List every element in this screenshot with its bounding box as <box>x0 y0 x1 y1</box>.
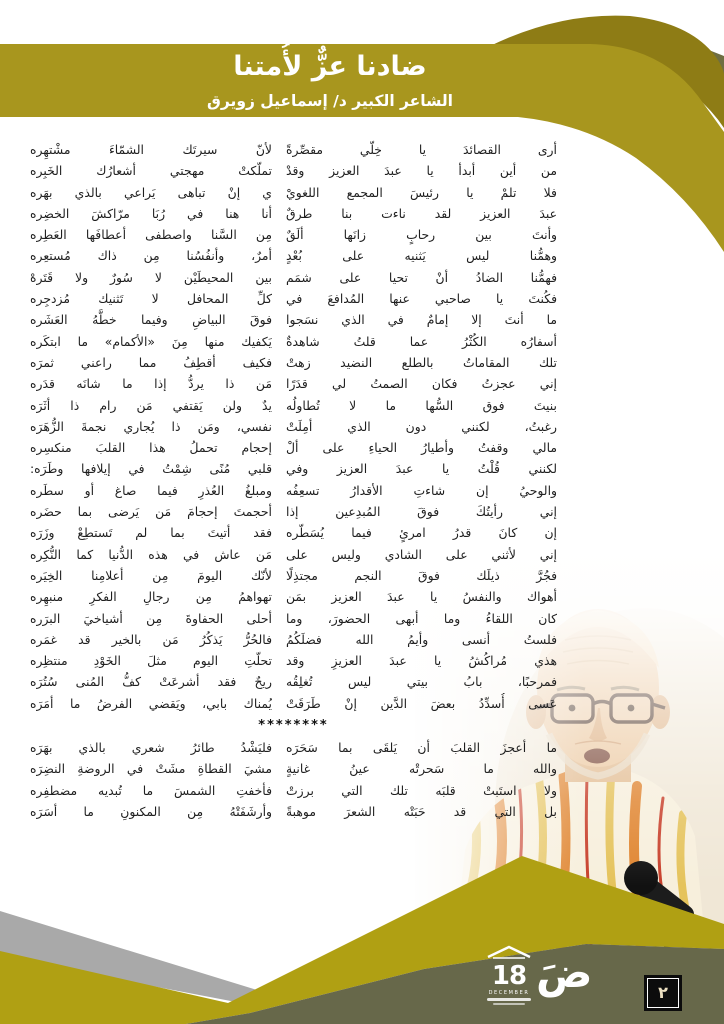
arabic-language-day-logo <box>481 944 537 1005</box>
verse-second-hemistich: فليَشْدُ طائرُ شعري بالذي بهَرَه <box>30 740 272 756</box>
verse-row <box>30 267 557 288</box>
verse-row <box>30 416 557 437</box>
verse-second-hemistich: فقد أتيتَ بما لم تَستطِعْ وزَرَه <box>30 525 272 541</box>
verse-row <box>30 629 557 650</box>
verse-row <box>30 160 557 181</box>
verse-row <box>30 203 557 224</box>
poet-byline: الشاعر الكبير د/ إسماعيل زويرق <box>207 92 453 110</box>
dad-letter-logo: ضَ <box>536 948 593 997</box>
poem-part-2 <box>30 737 557 822</box>
verse-row <box>30 395 557 416</box>
verse-first-hemistich: فكُنتَ يا صاحبي عنها المُدافعَ في <box>286 291 557 307</box>
verse-second-hemistich: قلبي مُنًى شِمْتُ في إيلافها وطَرَه: <box>30 461 272 477</box>
page-number: ٢ <box>658 983 668 1002</box>
verse-second-hemistich: إحجام تحملُ هذا القلبَ منكسِره <box>30 440 272 456</box>
verse-row <box>30 737 557 758</box>
verse-second-hemistich: فأخفتِ الشمسَ ما تُبديه مضطفِره <box>30 782 272 798</box>
verse-row <box>30 758 557 779</box>
verse-first-hemistich: هذي مُراكُشُ يا عبدَ العزيزِ وقد <box>286 653 557 669</box>
verse-first-hemistich: عبدَ العزيز لقد ناءت بنا طرقٌ <box>286 205 557 221</box>
stanza-separator: ******** <box>258 718 329 734</box>
verse-row <box>30 608 557 629</box>
verse-first-hemistich: والوحيُ إن شاءتِ الأقدارُ تسعِفُه <box>286 482 557 498</box>
verse-second-hemistich: يدٌ ولن يَقتفي مَن رام ذا أثَرَه <box>30 397 272 413</box>
verse-first-hemistich: إن كانَ قدرُ امرئٍ فيما يُسَطّره <box>286 525 557 541</box>
verse-row <box>30 309 557 330</box>
verse-second-hemistich: فوقَ البياضِ وفيما خطَّهُ العَشَره <box>30 312 272 328</box>
verse-second-hemistich: أحجمتَ إحجامَ مَن يَرضى بما حضَره <box>30 504 272 520</box>
verse-row <box>30 139 557 160</box>
verse-first-hemistich: وأنتَ بين رحابٍ زانَها ألَقٌ <box>286 227 557 243</box>
verse-row <box>30 373 557 394</box>
verse-second-hemistich: مِن السَّنا واصطفى أعطافَها العَطِره <box>30 227 272 243</box>
verse-row <box>30 501 557 522</box>
verse-first-hemistich: فلستُ أنسى وأيمُ الله فضلَكُمُ <box>286 631 557 647</box>
verse-second-hemistich: بين المحيطَيْن لا سُورٌ ولا قَتَرهْ <box>30 269 272 285</box>
verse-first-hemistich: فجُرَّ ذيلَك فوقَ النجم مجتذِلًا <box>286 567 557 583</box>
verse-first-hemistich: رغبتُ، لكنني دون الذي أمِلَتْ <box>286 418 557 434</box>
poem-body <box>30 139 557 822</box>
verse-first-hemistich: ولا استَبتْ قلبَه تلك التي برزتْ <box>286 782 557 798</box>
page-title: ضادنا عزٌّ لأُمتنا <box>233 51 427 82</box>
verse-first-hemistich: أهواك والنفسُ يا عبدَ العزيز بمَن <box>286 589 557 605</box>
verse-second-hemistich: تملّكتْ مهجتي أشعارُك الخَبِره <box>30 163 272 179</box>
verse-first-hemistich: وهمُّنا ليس يَثنيه على بُعْدٍ <box>286 248 557 264</box>
logo-month-label: DECEMBER <box>488 990 530 996</box>
page-number-box <box>644 975 682 1011</box>
verse-first-hemistich: بنيتَ فوق السُّها ما لا تُطاولُه <box>286 397 557 413</box>
verse-second-hemistich: أحلى الحفاوةَ مِن أشياخيَ البرَره <box>30 610 272 626</box>
verse-second-hemistich: أمرٌ، وأنفُسُنا مِن ذاك مُستعِره <box>30 248 272 264</box>
verse-row <box>30 565 557 586</box>
verse-second-hemistich: مَن ذا يردُّ إذا ما شانَه قدَره <box>30 376 272 392</box>
verse-row <box>30 801 557 822</box>
institute-roof-icon <box>485 944 533 959</box>
verse-first-hemistich: مالي وقفتُ وأطيارُ الحياءِ على ألْ <box>286 440 557 456</box>
verse-first-hemistich: لكنني قُلْتُ يا عبدَ العزيز وفي <box>286 461 557 477</box>
header-banner <box>0 50 660 113</box>
verse-row <box>30 458 557 479</box>
verse-first-hemistich: تلك المقاماتُ بالطلع النضيد زهتْ <box>286 354 557 370</box>
verse-first-hemistich: من أين أبدأ يا عبدَ العزيز وقدْ <box>286 163 557 179</box>
verse-row <box>30 671 557 692</box>
verse-second-hemistich: لأنّ سيرتَك الشمّاءَ مشْتهِره <box>30 142 272 157</box>
verse-second-hemistich: نفسي، ومَن ذا يُجاري نجمةَ الزُّهَرَه <box>30 418 272 434</box>
verse-second-hemistich: يُمناك بابي، ويَقضي الفرضُ ما أمَرَه <box>30 695 272 711</box>
verse-row <box>30 480 557 501</box>
verse-row <box>30 352 557 373</box>
verse-first-hemistich: ما أعجزَ القلبَ أن يَلقَى بما سَحَرَه <box>286 740 557 756</box>
poem-part-1 <box>30 139 557 714</box>
verse-row <box>30 693 557 714</box>
verse-row <box>30 182 557 203</box>
verse-first-hemistich: أسفارُه الكُثْرُ عما قلتُ شاهدةٌ <box>286 333 557 349</box>
verse-row <box>30 780 557 801</box>
verse-first-hemistich: أرى القصائدَ يا خِلّي مقصِّرةً <box>286 142 557 157</box>
verse-second-hemistich: تحلّتِ اليوم مثلَ الخَوْدِ منتظِره <box>30 653 272 669</box>
verse-row <box>30 224 557 245</box>
verse-row <box>30 288 557 309</box>
verse-second-hemistich: كلِّ المحافل لا تَثنيك مُزدجِره <box>30 291 272 307</box>
logo-day-number: 18 <box>491 961 527 991</box>
verse-first-hemistich: إني عجزتُ فكان الصمتُ لي قدَرًا <box>286 376 557 392</box>
verse-second-hemistich: ي إنْ تباهى يَراعي بالذي بهَره <box>30 184 272 200</box>
verse-second-hemistich: مشيَ القطاةِ مشَتْ في الروضةِ النضِرَه <box>30 761 272 777</box>
verse-first-hemistich: ما أنتَ إلا إمامٌ في الذي نسَجوا <box>286 312 557 328</box>
verse-row <box>30 650 557 671</box>
verse-second-hemistich: ومبلغُ العُذرِ فيما صاغ أو سطَره <box>30 482 272 498</box>
verse-second-hemistich: فكيف أقطِفُ مما راعني ثمرَه <box>30 354 272 370</box>
verse-second-hemistich: لأنّك اليومَ مِن أعلامِنا الخِيَره <box>30 567 272 583</box>
verse-second-hemistich: أنا هنا في رُبَا مرّاكشَ الخضِره <box>30 205 272 221</box>
verse-first-hemistich: فلا تلمْ يا رئيسَ المجمع اللغويْ <box>286 184 557 200</box>
verse-first-hemistich: كان اللقاءُ وما أبهى الحضورَ، وما <box>286 610 557 626</box>
verse-row <box>30 437 557 458</box>
verse-second-hemistich: يَكفيك منها مِنَ «الأكمام» ما ابتكَره <box>30 333 272 349</box>
verse-second-hemistich: فالحُرُّ يَذكُرُ مَن بالخير قد غمَره <box>30 631 272 647</box>
verse-first-hemistich: والله ما سَحرتْه عينُ غانيةٍ <box>286 761 557 777</box>
verse-first-hemistich: إني لأثني على الشادي وليس على <box>286 546 557 562</box>
verse-row <box>30 331 557 352</box>
verse-row <box>30 586 557 607</box>
verse-second-hemistich: ريحٌ فقد أشرعَتْ كفُّ المُنى سُتُرَه <box>30 674 272 690</box>
verse-row <box>30 544 557 565</box>
verse-first-hemistich: فهمُّنا الضادُ أنْ تحيا على شمَم <box>286 269 557 285</box>
verse-second-hemistich: وأرشَفَتْهُ مِن المكنونِ ما أسَرَه <box>30 803 272 819</box>
logo-caption-line <box>493 1003 525 1005</box>
verse-first-hemistich: إني رأيتُكَ فوقَ المُبدِعين إذا <box>286 504 557 520</box>
verse-row <box>30 522 557 543</box>
verse-first-hemistich: بل التي قد حَبَتْه الشعرَ موهبةً <box>286 803 557 819</box>
verse-row <box>30 245 557 266</box>
verse-first-hemistich: عَسى أُسدِّدُ بعضَ الدَّين إنْ طَرَقَتْ <box>286 695 557 711</box>
verse-second-hemistich: مَن عاش في هذه الدُّنيا كما النُّكِره <box>30 546 272 562</box>
verse-first-hemistich: فمرحبًا، بابُ بيتي ليس تُغلِقُه <box>286 674 557 690</box>
verse-second-hemistich: تهواهمُ مِن رجالِ الفكرِ منبهِره <box>30 589 272 605</box>
logo-arabic-line <box>487 998 531 1001</box>
